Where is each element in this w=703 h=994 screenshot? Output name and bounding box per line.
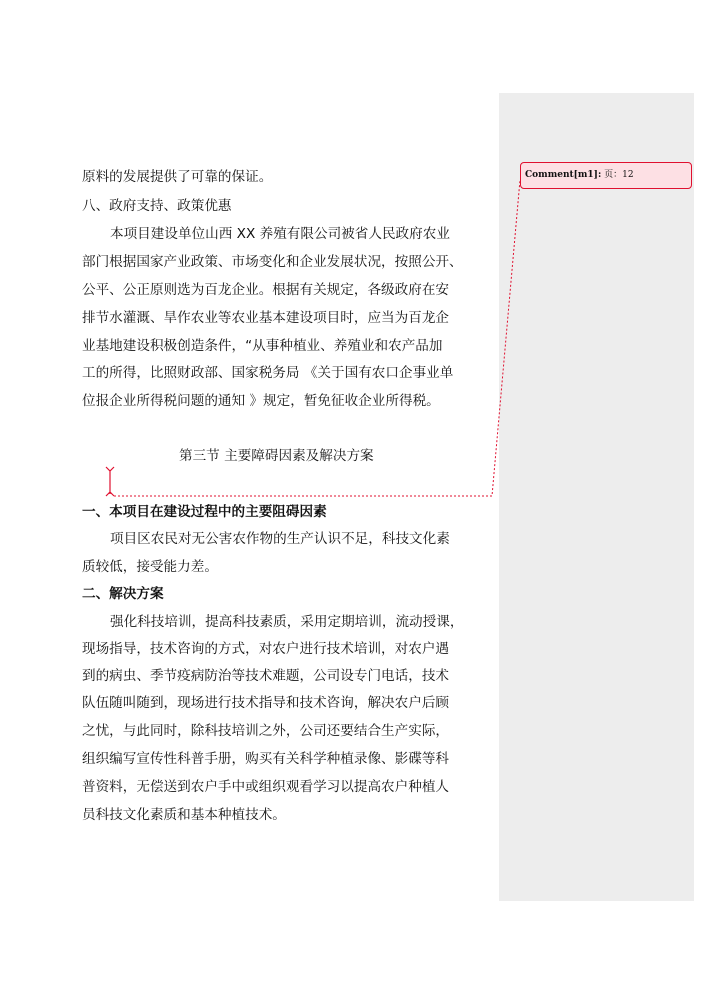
document-line: 原料的发展提供了可靠的保证。 bbox=[82, 169, 273, 185]
document-line: 位报企业所得税问题的通知 》规定，暂免征收企业所得税。 bbox=[82, 393, 440, 409]
document-line: 本项目建设单位山西 XX 养殖有限公司被省人民政府农业 bbox=[110, 226, 450, 242]
document-line: 业基地建设积极创造条件，“从事种植业、养殖业和农产品加 bbox=[82, 338, 443, 354]
document-line: 第三节 主要障碍因素及解决方案 bbox=[179, 448, 374, 464]
document-line: 八、政府支持、政策优惠 bbox=[82, 198, 232, 214]
document-line: 普资料，无偿送到农户手中或组织观看学习以提高农户种植人 bbox=[82, 779, 450, 795]
document-line: 员科技文化素质和基本种植技术。 bbox=[82, 807, 286, 823]
document-line: 部门根据国家产业政策、市场变化和企业发展状况，按照公开、 bbox=[82, 254, 463, 270]
document-line: 到的病虫、季节疫病防治等技术难题，公司设专门电话，技术 bbox=[82, 668, 450, 684]
document-line: 二、解决方案 bbox=[82, 586, 164, 602]
document-line: 工的所得，比照财政部、国家税务局 《关于国有农口企事业单 bbox=[82, 365, 454, 381]
document-line: 一、本项目在建设过程中的主要阻碍因素 bbox=[82, 504, 327, 520]
document-line: 之忧，与此同时，除科技培训之外，公司还要结合生产实际， bbox=[82, 723, 450, 739]
document-line: 组织编写宣传性科普手册，购买有关科学种植录像、影碟等科 bbox=[82, 751, 450, 767]
document-line: 现场指导，技术咨询的方式，对农户进行技术培训，对农户遇 bbox=[82, 641, 450, 657]
comment-anchor-mark bbox=[106, 467, 114, 496]
document-line: 排节水灌溉、旱作农业等农业基本建设项目时，应当为百龙企 bbox=[82, 310, 450, 326]
document-line: 强化科技培训，提高科技素质，采用定期培训，流动授课， bbox=[110, 614, 464, 630]
document-line: 公平、公正原则选为百龙企业。根据有关规定，各级政府在安 bbox=[82, 282, 450, 298]
comment-text: 页：12 bbox=[601, 170, 634, 180]
document-line: 队伍随叫随到，现场进行技术指导和技术咨询，解决农户后顾 bbox=[82, 695, 450, 711]
comment-connector bbox=[114, 180, 520, 496]
document-line: 质较低，接受能力差。 bbox=[82, 559, 218, 575]
document-line: 项目区农民对无公害农作物的生产认识不足，科技文化素 bbox=[110, 531, 450, 547]
comment-label: Comment[m1]: bbox=[525, 170, 602, 180]
comment-balloon[interactable] bbox=[520, 162, 692, 189]
